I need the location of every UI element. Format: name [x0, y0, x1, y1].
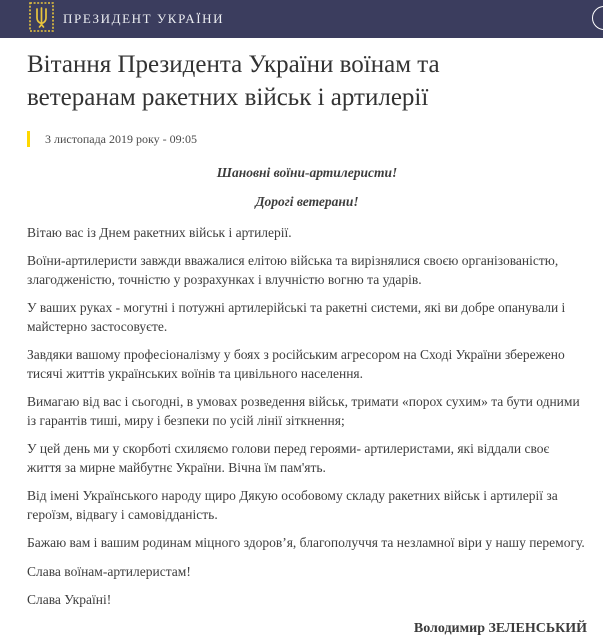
salutations	[27, 164, 587, 212]
salutation-line: Шановні воїни-артилеристи!	[216, 165, 398, 180]
salutation-line: Дорогі ветерани!	[255, 194, 359, 209]
page-title: Вітання Президента України воїнам та ветеранам ракетних військ і артилерії	[27, 51, 440, 111]
publish-date: 3 листопада 2019 року - 09:05	[45, 131, 197, 146]
article-paragraph: Слава воїнам-артилеристам!	[27, 563, 191, 579]
signature: Володимир ЗЕЛЕНСЬКИЙ	[413, 620, 587, 636]
article-paragraph: У ваших руках - могутні і потужні артилерійські та ракетні системи, які ви добре опанували і майстерно застосовуєте.	[27, 300, 566, 334]
article-paragraph: Завдяки вашому професіоналізму у боях з російським агресором на Сході України збережено тисячі життів українських воїнів та цивільного населення.	[27, 347, 565, 381]
article-paragraph: Від імені Українського народу щиро Дякую особовому складу ракетних військ і артилерії за героїзм, відвагу і самовідданість.	[27, 488, 558, 522]
article	[0, 38, 603, 637]
search-icon[interactable]	[592, 6, 603, 30]
article-paragraph: Вимагаю від вас і сьогодні, в умовах розведення військ, тримати «порох сухим» та бути одними із гарантів тиші, миру і безпеки по усій лінії зіткнення;	[27, 394, 580, 428]
article-paragraphs	[27, 224, 587, 610]
article-paragraph: Бажаю вам і вашим родинам міцного здоров’я, благополуччя та незламної віри у нашу перемогу.	[27, 535, 585, 550]
article-paragraph: Слава Україні!	[27, 592, 112, 607]
site-header	[0, 0, 603, 38]
presidential-logo[interactable]	[29, 4, 54, 34]
article-paragraph: Вітаю вас із Днем ракетних військ і артилерії.	[27, 224, 292, 240]
site-title-link[interactable]: ПРЕЗИДЕНТ УКРАЇНИ	[63, 11, 225, 26]
article-paragraph: У цей день ми у скорботі схиляємо голови перед героями- артилеристами, які віддали своє життя за мирне майбутнє України. Вічна їм пам'ять.	[27, 441, 550, 475]
article-paragraph: Воїни-артилеристи завжди вважалися елітою війська та вирізнялися своєю організованістю, злагодженістю, точністю у розрахунках і влучністю вогню та ударів.	[27, 253, 559, 287]
date-accent-bar	[27, 131, 30, 147]
trident-icon	[29, 2, 54, 37]
date-row	[27, 131, 587, 147]
